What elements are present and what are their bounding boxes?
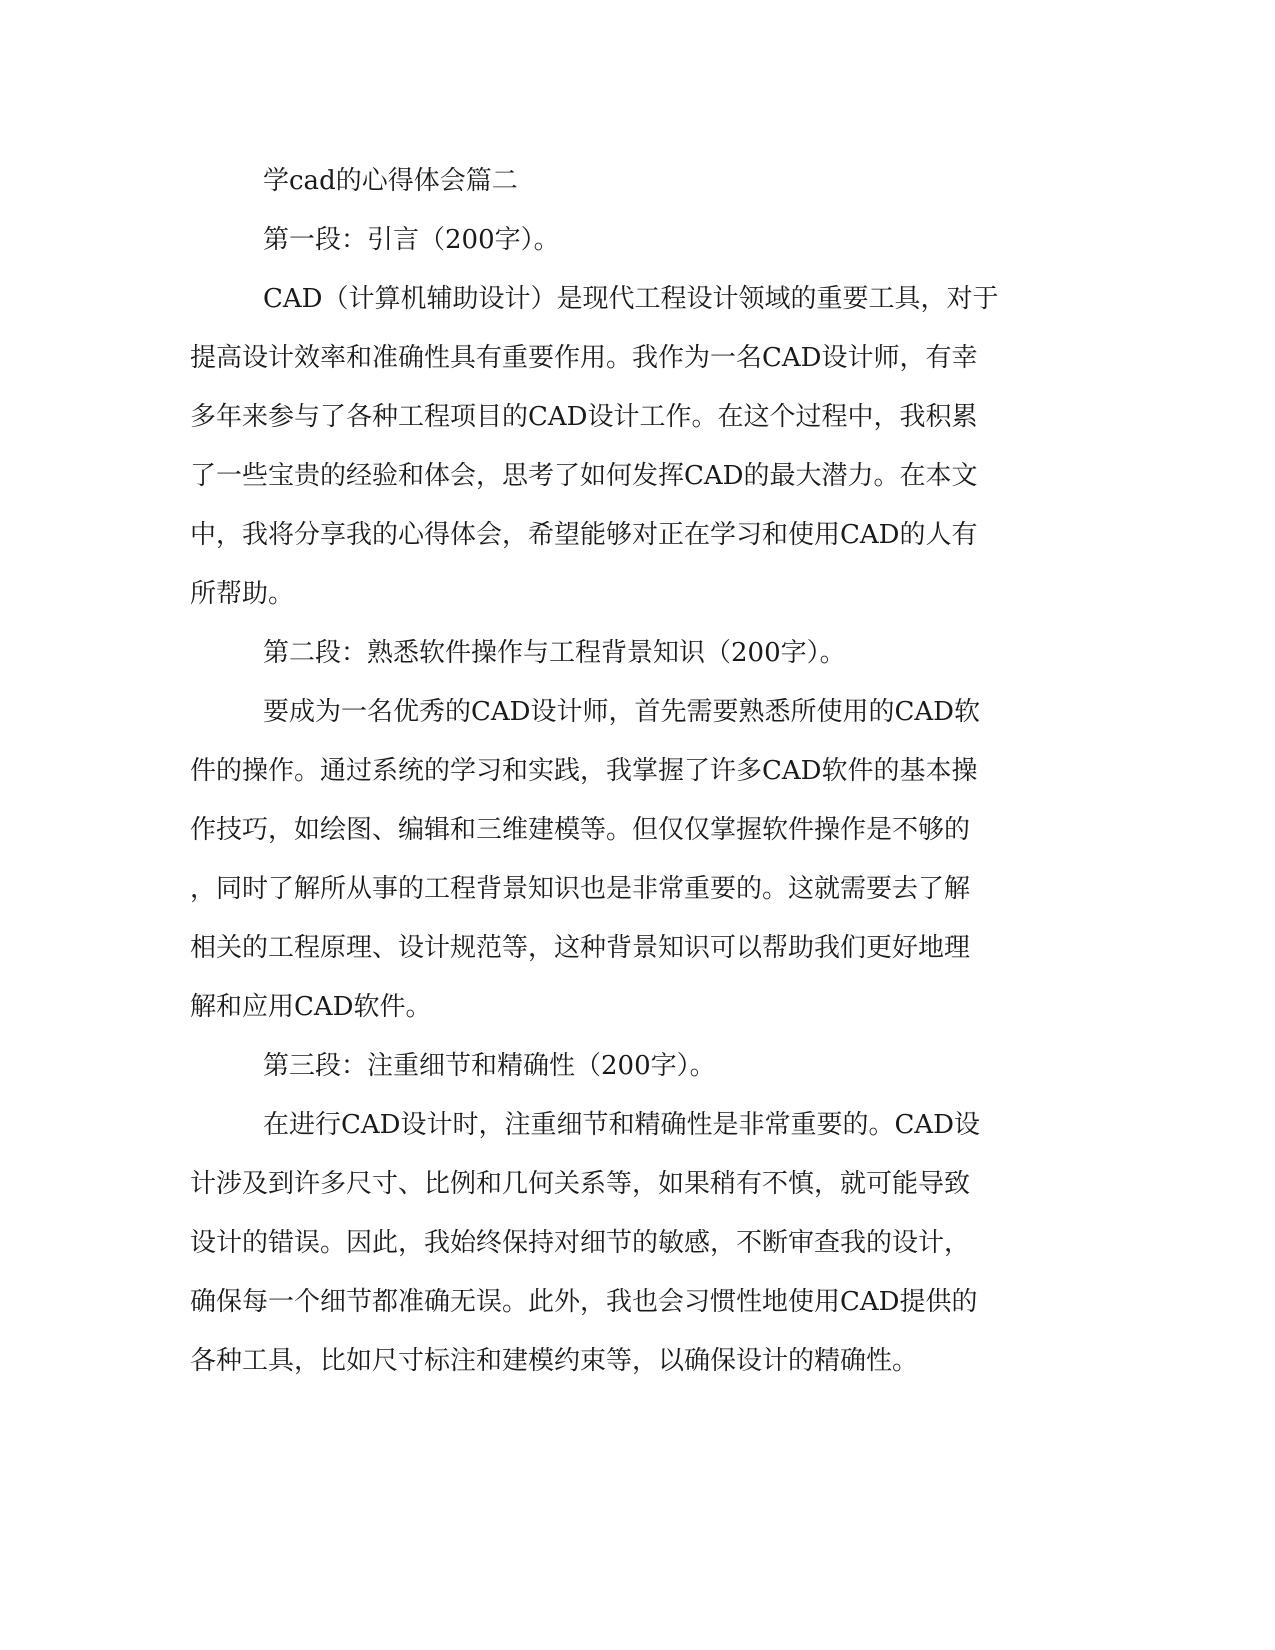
paragraph-line: 了一些宝贵的经验和体会，思考了如何发挥CAD的最大潜力。在本文 bbox=[190, 461, 978, 491]
paragraph-line: 在进行CAD设计时，注重细节和精确性是非常重要的。CAD设 bbox=[263, 1110, 981, 1140]
paragraph-line: 中，我将分享我的心得体会，希望能够对正在学习和使用CAD的人有 bbox=[190, 520, 978, 550]
section-heading-2: 第二段：熟悉软件操作与工程背景知识（200字）。 bbox=[263, 638, 846, 668]
document-title: 学cad的心得体会篇二 bbox=[263, 166, 518, 196]
paragraph-line: 提高设计效率和准确性具有重要作用。我作为一名CAD设计师，有幸 bbox=[190, 343, 978, 373]
paragraph-line: 确保每一个细节都准确无误。此外，我也会习惯性地使用CAD提供的 bbox=[190, 1287, 978, 1317]
paragraph-line: ，同时了解所从事的工程背景知识也是非常重要的。这就需要去了解 bbox=[190, 874, 971, 904]
paragraph-line: CAD（计算机辅助设计）是现代工程设计领域的重要工具，对于 bbox=[263, 284, 999, 314]
paragraph-line: 作技巧，如绘图、编辑和三维建模等。但仅仅掌握软件操作是不够的 bbox=[190, 815, 971, 845]
paragraph-line: 相关的工程原理、设计规范等，这种背景知识可以帮助我们更好地理 bbox=[190, 933, 971, 963]
paragraph-line: 要成为一名优秀的CAD设计师，首先需要熟悉所使用的CAD软 bbox=[263, 697, 981, 727]
section-heading-1: 第一段：引言（200字）。 bbox=[263, 225, 560, 255]
paragraph-line: 多年来参与了各种工程项目的CAD设计工作。在这个过程中，我积累 bbox=[190, 402, 978, 432]
paragraph-line: 所帮助。 bbox=[190, 579, 295, 609]
paragraph-line: 计涉及到许多尺寸、比例和几何关系等，如果稍有不慎，就可能导致 bbox=[190, 1169, 971, 1199]
paragraph-line: 件的操作。通过系统的学习和实践，我掌握了许多CAD软件的基本操 bbox=[190, 756, 978, 786]
section-heading-3: 第三段：注重细节和精确性（200字）。 bbox=[263, 1051, 716, 1081]
paragraph-line: 解和应用CAD软件。 bbox=[190, 992, 432, 1022]
paragraph-line: 设计的错误。因此，我始终保持对细节的敏感，不断审查我的设计， bbox=[190, 1228, 971, 1258]
paragraph-line: 各种工具，比如尺寸标注和建模约束等，以确保设计的精确性。 bbox=[190, 1346, 919, 1376]
